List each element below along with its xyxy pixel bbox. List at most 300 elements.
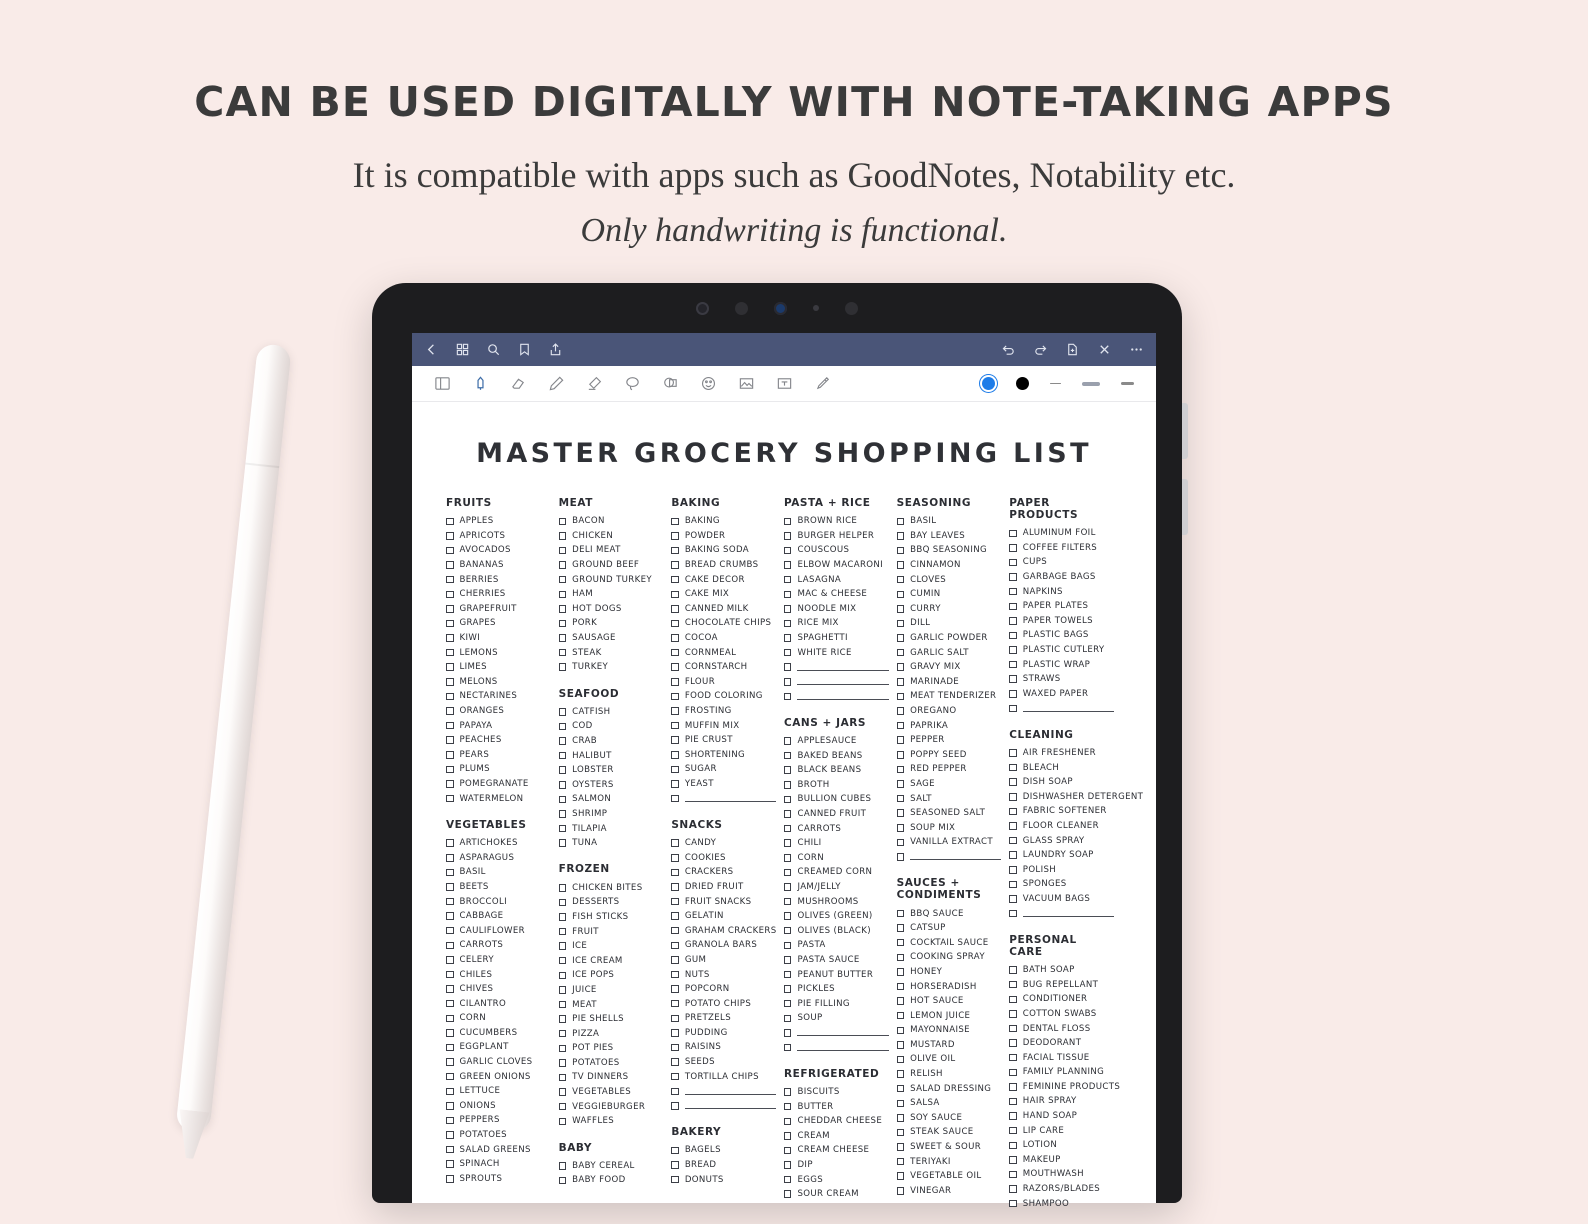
- checkbox[interactable]: [784, 1103, 792, 1111]
- checkbox[interactable]: [1009, 588, 1017, 596]
- checkbox[interactable]: [671, 1102, 679, 1110]
- checklist-row[interactable]: [559, 910, 664, 925]
- checklist-row[interactable]: [446, 777, 551, 792]
- checklist-row[interactable]: [671, 1069, 776, 1084]
- checkbox[interactable]: [784, 766, 792, 774]
- checklist-row[interactable]: [784, 1187, 889, 1202]
- checklist-row[interactable]: [671, 762, 776, 777]
- checkbox[interactable]: [559, 1162, 567, 1170]
- checklist-row[interactable]: [671, 704, 776, 719]
- text-box-icon[interactable]: [776, 375, 793, 392]
- checklist-row[interactable]: [897, 1140, 1002, 1155]
- checklist-row[interactable]: [1009, 906, 1114, 921]
- checklist-row[interactable]: [671, 645, 776, 660]
- checklist-row[interactable]: [446, 543, 551, 558]
- volume-down-button[interactable]: [1182, 479, 1188, 535]
- checklist-row[interactable]: [1009, 862, 1114, 877]
- checkbox[interactable]: [784, 1147, 792, 1155]
- checkbox[interactable]: [559, 1103, 567, 1111]
- checklist-row[interactable]: [559, 572, 664, 587]
- checklist-row[interactable]: [559, 631, 664, 646]
- checkbox[interactable]: [446, 912, 454, 920]
- checkbox[interactable]: [784, 678, 792, 686]
- checkbox[interactable]: [897, 809, 905, 817]
- checkbox[interactable]: [784, 561, 792, 569]
- checkbox[interactable]: [671, 854, 679, 862]
- checkbox[interactable]: [559, 1177, 567, 1185]
- checkbox[interactable]: [784, 576, 792, 584]
- checkbox[interactable]: [671, 912, 679, 920]
- checklist-row[interactable]: [446, 1172, 551, 1187]
- checklist-row[interactable]: [559, 1070, 664, 1085]
- checkbox[interactable]: [446, 1044, 454, 1052]
- undo-icon[interactable]: [1001, 342, 1016, 357]
- checklist-row[interactable]: [559, 968, 664, 983]
- checkbox[interactable]: [897, 853, 905, 861]
- checklist-row[interactable]: [897, 602, 1002, 617]
- checklist-row[interactable]: [671, 909, 776, 924]
- eraser-icon[interactable]: [510, 375, 527, 392]
- checkbox[interactable]: [784, 781, 792, 789]
- checkbox[interactable]: [446, 693, 454, 701]
- checklist-row[interactable]: [559, 763, 664, 778]
- checklist-row[interactable]: [897, 1081, 1002, 1096]
- checklist-row[interactable]: [446, 631, 551, 646]
- checkbox[interactable]: [897, 1056, 905, 1064]
- checklist-row[interactable]: [446, 514, 551, 529]
- checkbox[interactable]: [897, 736, 905, 744]
- checklist-row[interactable]: [1009, 746, 1114, 761]
- checkbox[interactable]: [784, 839, 792, 847]
- checklist-row[interactable]: [559, 514, 664, 529]
- checklist-row[interactable]: [1009, 892, 1114, 907]
- checkbox[interactable]: [671, 927, 679, 935]
- checkbox[interactable]: [1009, 1156, 1017, 1164]
- checkbox[interactable]: [446, 751, 454, 759]
- checklist-row[interactable]: [897, 1154, 1002, 1169]
- checkbox[interactable]: [446, 1015, 454, 1023]
- checkbox[interactable]: [897, 1143, 905, 1151]
- checkbox[interactable]: [671, 985, 679, 993]
- checkbox[interactable]: [1009, 1025, 1017, 1033]
- checkbox[interactable]: [1009, 646, 1017, 654]
- checklist-row[interactable]: [784, 1040, 889, 1055]
- checklist-row[interactable]: [1009, 819, 1114, 834]
- checkbox[interactable]: [897, 561, 905, 569]
- checkbox[interactable]: [897, 1158, 905, 1166]
- checkbox[interactable]: [671, 1161, 679, 1169]
- checklist-row[interactable]: [1009, 541, 1114, 556]
- checklist-row[interactable]: [897, 791, 1002, 806]
- checkbox[interactable]: [1009, 966, 1017, 974]
- checkbox[interactable]: [671, 942, 679, 950]
- checkbox[interactable]: [559, 928, 567, 936]
- checklist-row[interactable]: [784, 850, 889, 865]
- checkbox[interactable]: [671, 751, 679, 759]
- checkbox[interactable]: [897, 518, 905, 526]
- checkbox[interactable]: [559, 1030, 567, 1038]
- checkbox[interactable]: [671, 547, 679, 555]
- checklist-row[interactable]: [1009, 790, 1144, 805]
- checklist-row[interactable]: [784, 836, 889, 851]
- checklist-row[interactable]: [784, 1011, 889, 1026]
- checkbox[interactable]: [784, 1015, 792, 1023]
- checklist-row[interactable]: [1009, 657, 1114, 672]
- checkbox[interactable]: [784, 912, 792, 920]
- checkbox[interactable]: [671, 620, 679, 628]
- checklist-row[interactable]: [1009, 1065, 1114, 1080]
- redo-icon[interactable]: [1033, 342, 1048, 357]
- checklist-row[interactable]: [671, 558, 776, 573]
- checklist-row[interactable]: [1009, 701, 1114, 716]
- checklist-row[interactable]: [671, 1011, 776, 1026]
- checklist-row[interactable]: [784, 865, 889, 880]
- checklist-row[interactable]: [671, 529, 776, 544]
- checklist-row[interactable]: [784, 1143, 889, 1158]
- checklist-row[interactable]: [784, 734, 889, 749]
- checkbox[interactable]: [671, 1073, 679, 1081]
- checkbox[interactable]: [559, 1088, 567, 1096]
- checklist-row[interactable]: [446, 865, 551, 880]
- checkbox[interactable]: [559, 547, 567, 555]
- add-page-icon[interactable]: [1065, 342, 1080, 357]
- checklist-row[interactable]: [671, 996, 776, 1011]
- checkbox[interactable]: [671, 1058, 679, 1066]
- checkbox[interactable]: [559, 605, 567, 613]
- checklist-row[interactable]: [897, 935, 1002, 950]
- checkbox[interactable]: [446, 971, 454, 979]
- checkbox[interactable]: [559, 752, 567, 760]
- checklist-row[interactable]: [1009, 643, 1114, 658]
- checkbox[interactable]: [897, 678, 905, 686]
- checkbox[interactable]: [897, 707, 905, 715]
- checkbox[interactable]: [1009, 1098, 1017, 1106]
- checkbox[interactable]: [671, 634, 679, 642]
- checklist-row[interactable]: [897, 1052, 1002, 1067]
- checklist-row[interactable]: [446, 529, 551, 544]
- checkbox[interactable]: [784, 854, 792, 862]
- checklist-row[interactable]: [784, 967, 889, 982]
- checklist-row[interactable]: [897, 733, 1002, 748]
- checklist-row[interactable]: [784, 1129, 889, 1144]
- checklist-row[interactable]: [671, 1026, 776, 1041]
- checkbox[interactable]: [446, 620, 454, 628]
- checklist-row[interactable]: [784, 1114, 889, 1129]
- checkbox[interactable]: [1009, 822, 1017, 830]
- write-in-line[interactable]: [797, 1050, 888, 1051]
- checklist-row[interactable]: [671, 923, 776, 938]
- checklist-row[interactable]: [446, 587, 551, 602]
- checklist-row[interactable]: [446, 1055, 551, 1070]
- checklist-row[interactable]: [784, 748, 889, 763]
- checklist-row[interactable]: [1009, 526, 1114, 541]
- checklist-row[interactable]: [559, 1099, 664, 1114]
- checkbox[interactable]: [1009, 1054, 1017, 1062]
- checklist-row[interactable]: [897, 1067, 1002, 1082]
- checklist-row[interactable]: [784, 894, 889, 909]
- checklist-row[interactable]: [1009, 1167, 1114, 1182]
- checkbox[interactable]: [897, 1100, 905, 1108]
- bookmark-icon[interactable]: [517, 342, 532, 357]
- checkbox[interactable]: [559, 1059, 567, 1067]
- checklist-row[interactable]: [446, 1113, 551, 1128]
- checkbox[interactable]: [559, 708, 567, 716]
- checkbox[interactable]: [671, 780, 679, 788]
- checkbox[interactable]: [446, 1073, 454, 1081]
- checkbox[interactable]: [559, 1118, 567, 1126]
- checkbox[interactable]: [784, 1176, 792, 1184]
- checklist-row[interactable]: [784, 543, 889, 558]
- checkbox[interactable]: [784, 693, 792, 701]
- checklist-row[interactable]: [671, 748, 776, 763]
- checklist-row[interactable]: [671, 587, 776, 602]
- checklist-row[interactable]: [559, 792, 664, 807]
- pencil-icon[interactable]: [548, 375, 565, 392]
- checkbox[interactable]: [559, 899, 567, 907]
- checkbox[interactable]: [1009, 705, 1017, 713]
- checklist-row[interactable]: [784, 923, 889, 938]
- checklist-row[interactable]: [559, 983, 664, 998]
- checklist-row[interactable]: [446, 1128, 551, 1143]
- image-icon[interactable]: [738, 375, 755, 392]
- checkbox[interactable]: [446, 1146, 454, 1154]
- checklist-row[interactable]: [559, 895, 664, 910]
- checkbox[interactable]: [1009, 866, 1017, 874]
- checkbox[interactable]: [897, 939, 905, 947]
- checkbox[interactable]: [671, 591, 679, 599]
- checkbox[interactable]: [784, 1132, 792, 1140]
- checklist-row[interactable]: [784, 689, 889, 704]
- checkbox[interactable]: [1009, 1112, 1017, 1120]
- checklist-row[interactable]: [1009, 775, 1114, 790]
- checkbox[interactable]: [446, 634, 454, 642]
- checkbox[interactable]: [1009, 837, 1017, 845]
- checklist-row[interactable]: [559, 602, 664, 617]
- checkbox[interactable]: [784, 796, 792, 804]
- checkbox[interactable]: [784, 518, 792, 526]
- checklist-row[interactable]: [897, 994, 1002, 1009]
- checklist-row[interactable]: [446, 704, 551, 719]
- checkbox[interactable]: [559, 737, 567, 745]
- checkbox[interactable]: [784, 985, 792, 993]
- checkbox[interactable]: [897, 1041, 905, 1049]
- checklist-row[interactable]: [559, 587, 664, 602]
- write-in-line[interactable]: [797, 1035, 888, 1036]
- checkbox[interactable]: [1009, 675, 1017, 683]
- checkbox[interactable]: [446, 766, 454, 774]
- checklist-row[interactable]: [559, 880, 664, 895]
- checklist-row[interactable]: [784, 1085, 889, 1100]
- checkbox[interactable]: [784, 869, 792, 877]
- checkbox[interactable]: [897, 1187, 905, 1195]
- checkbox[interactable]: [1009, 793, 1017, 801]
- checklist-row[interactable]: [784, 778, 889, 793]
- volume-up-button[interactable]: [1182, 403, 1188, 459]
- checkbox[interactable]: [897, 620, 905, 628]
- checklist-row[interactable]: [784, 558, 889, 573]
- checklist-row[interactable]: [671, 953, 776, 968]
- checkbox[interactable]: [446, 1058, 454, 1066]
- checkbox[interactable]: [559, 723, 567, 731]
- checkbox[interactable]: [446, 927, 454, 935]
- checklist-row[interactable]: [671, 1158, 776, 1173]
- checklist-row[interactable]: [784, 645, 889, 660]
- checkbox[interactable]: [1009, 764, 1017, 772]
- checkbox[interactable]: [671, 1000, 679, 1008]
- checklist-row[interactable]: [897, 718, 1002, 733]
- checkbox[interactable]: [897, 780, 905, 788]
- checkbox[interactable]: [671, 736, 679, 744]
- checklist-row[interactable]: [897, 558, 1002, 573]
- checklist-row[interactable]: [559, 997, 664, 1012]
- checkbox[interactable]: [897, 839, 905, 847]
- checkbox[interactable]: [446, 736, 454, 744]
- checklist-row[interactable]: [897, 1038, 1002, 1053]
- checklist-row[interactable]: [1009, 1196, 1114, 1211]
- checkbox[interactable]: [671, 1088, 679, 1096]
- checkbox[interactable]: [446, 678, 454, 686]
- checklist-row[interactable]: [897, 979, 1002, 994]
- checklist-row[interactable]: [897, 820, 1002, 835]
- search-icon[interactable]: [486, 342, 501, 357]
- more-icon[interactable]: [1129, 342, 1144, 357]
- highlighter-icon[interactable]: [586, 375, 603, 392]
- checkbox[interactable]: [446, 956, 454, 964]
- checkbox[interactable]: [1009, 632, 1017, 640]
- checklist-row[interactable]: [671, 967, 776, 982]
- checkbox[interactable]: [1009, 778, 1017, 786]
- checklist-row[interactable]: [1009, 1080, 1121, 1095]
- checklist-row[interactable]: [559, 719, 664, 734]
- checkbox[interactable]: [559, 1015, 567, 1023]
- checkbox[interactable]: [671, 663, 679, 671]
- checklist-row[interactable]: [1009, 1036, 1114, 1051]
- checkbox[interactable]: [446, 1000, 454, 1008]
- checkbox[interactable]: [897, 547, 905, 555]
- checkbox[interactable]: [897, 1085, 905, 1093]
- checklist-row[interactable]: [897, 850, 1002, 865]
- checkbox[interactable]: [446, 1160, 454, 1168]
- checkbox[interactable]: [784, 1190, 792, 1198]
- checkbox[interactable]: [1009, 661, 1017, 669]
- checkbox[interactable]: [559, 518, 567, 526]
- checkbox[interactable]: [446, 518, 454, 526]
- checkbox[interactable]: [784, 1088, 792, 1096]
- checklist-row[interactable]: [559, 1041, 664, 1056]
- checklist-row[interactable]: [446, 909, 551, 924]
- checklist-row[interactable]: [897, 660, 1002, 675]
- checklist-row[interactable]: [446, 836, 551, 851]
- checklist-row[interactable]: [1009, 1182, 1114, 1197]
- checkbox[interactable]: [446, 869, 454, 877]
- checkbox[interactable]: [1009, 530, 1017, 538]
- checklist-row[interactable]: [784, 763, 889, 778]
- checkbox[interactable]: [559, 561, 567, 569]
- checklist-row[interactable]: [784, 953, 889, 968]
- checkbox[interactable]: [897, 824, 905, 832]
- checklist-row[interactable]: [897, 762, 1002, 777]
- checkbox[interactable]: [1009, 1200, 1017, 1208]
- checklist-row[interactable]: [1009, 1123, 1114, 1138]
- checklist-row[interactable]: [671, 675, 776, 690]
- checkbox[interactable]: [671, 1147, 679, 1155]
- checklist-row[interactable]: [559, 705, 664, 720]
- checkbox[interactable]: [1009, 603, 1017, 611]
- checkbox[interactable]: [671, 956, 679, 964]
- checkbox[interactable]: [1009, 749, 1017, 757]
- checkbox[interactable]: [559, 591, 567, 599]
- checkbox[interactable]: [446, 1117, 454, 1125]
- checkbox[interactable]: [1009, 573, 1017, 581]
- checklist-row[interactable]: [446, 733, 551, 748]
- checkbox[interactable]: [559, 825, 567, 833]
- checklist-row[interactable]: [671, 982, 776, 997]
- checklist-row[interactable]: [671, 689, 776, 704]
- checkbox[interactable]: [559, 620, 567, 628]
- checkbox[interactable]: [1009, 690, 1017, 698]
- checkbox[interactable]: [671, 869, 679, 877]
- checkbox[interactable]: [1009, 981, 1017, 989]
- checkbox[interactable]: [559, 781, 567, 789]
- checklist-row[interactable]: [446, 1026, 551, 1041]
- checkbox[interactable]: [784, 898, 792, 906]
- checklist-row[interactable]: [671, 733, 776, 748]
- checkbox[interactable]: [897, 997, 905, 1005]
- checkbox[interactable]: [446, 591, 454, 599]
- checkbox[interactable]: [446, 561, 454, 569]
- checklist-row[interactable]: [1009, 977, 1114, 992]
- checkbox[interactable]: [897, 1172, 905, 1180]
- checklist-row[interactable]: [559, 953, 664, 968]
- checklist-row[interactable]: [897, 1184, 1002, 1199]
- checklist-row[interactable]: [1009, 614, 1114, 629]
- checkbox[interactable]: [559, 766, 567, 774]
- checklist-row[interactable]: [1009, 1094, 1114, 1109]
- checklist-row[interactable]: [559, 1012, 664, 1027]
- checkbox[interactable]: [671, 1044, 679, 1052]
- checkbox[interactable]: [784, 810, 792, 818]
- checkbox[interactable]: [897, 1012, 905, 1020]
- checklist-row[interactable]: [559, 778, 664, 793]
- write-in-line[interactable]: [910, 859, 1001, 860]
- checklist-row[interactable]: [897, 645, 1002, 660]
- checkbox[interactable]: [559, 796, 567, 804]
- checklist-row[interactable]: [671, 660, 776, 675]
- checklist-row[interactable]: [559, 529, 664, 544]
- checklist-row[interactable]: [559, 836, 664, 851]
- checkbox[interactable]: [446, 898, 454, 906]
- checklist-row[interactable]: [784, 660, 889, 675]
- checklist-row[interactable]: [671, 631, 776, 646]
- checklist-row[interactable]: [1009, 992, 1114, 1007]
- checkbox[interactable]: [784, 1029, 792, 1037]
- checkbox[interactable]: [897, 924, 905, 932]
- checklist-row[interactable]: [1009, 760, 1114, 775]
- checkbox[interactable]: [897, 605, 905, 613]
- write-in-line[interactable]: [797, 699, 888, 700]
- checkbox[interactable]: [784, 620, 792, 628]
- checkbox[interactable]: [1009, 1083, 1017, 1091]
- checklist-row[interactable]: [446, 660, 551, 675]
- checkbox[interactable]: [446, 1175, 454, 1183]
- checkbox[interactable]: [784, 956, 792, 964]
- checkbox[interactable]: [671, 898, 679, 906]
- checkbox[interactable]: [559, 532, 567, 540]
- checklist-row[interactable]: [784, 631, 889, 646]
- checklist-row[interactable]: [446, 1157, 551, 1172]
- stroke-width-thick[interactable]: [1121, 382, 1134, 385]
- checklist-row[interactable]: [446, 602, 551, 617]
